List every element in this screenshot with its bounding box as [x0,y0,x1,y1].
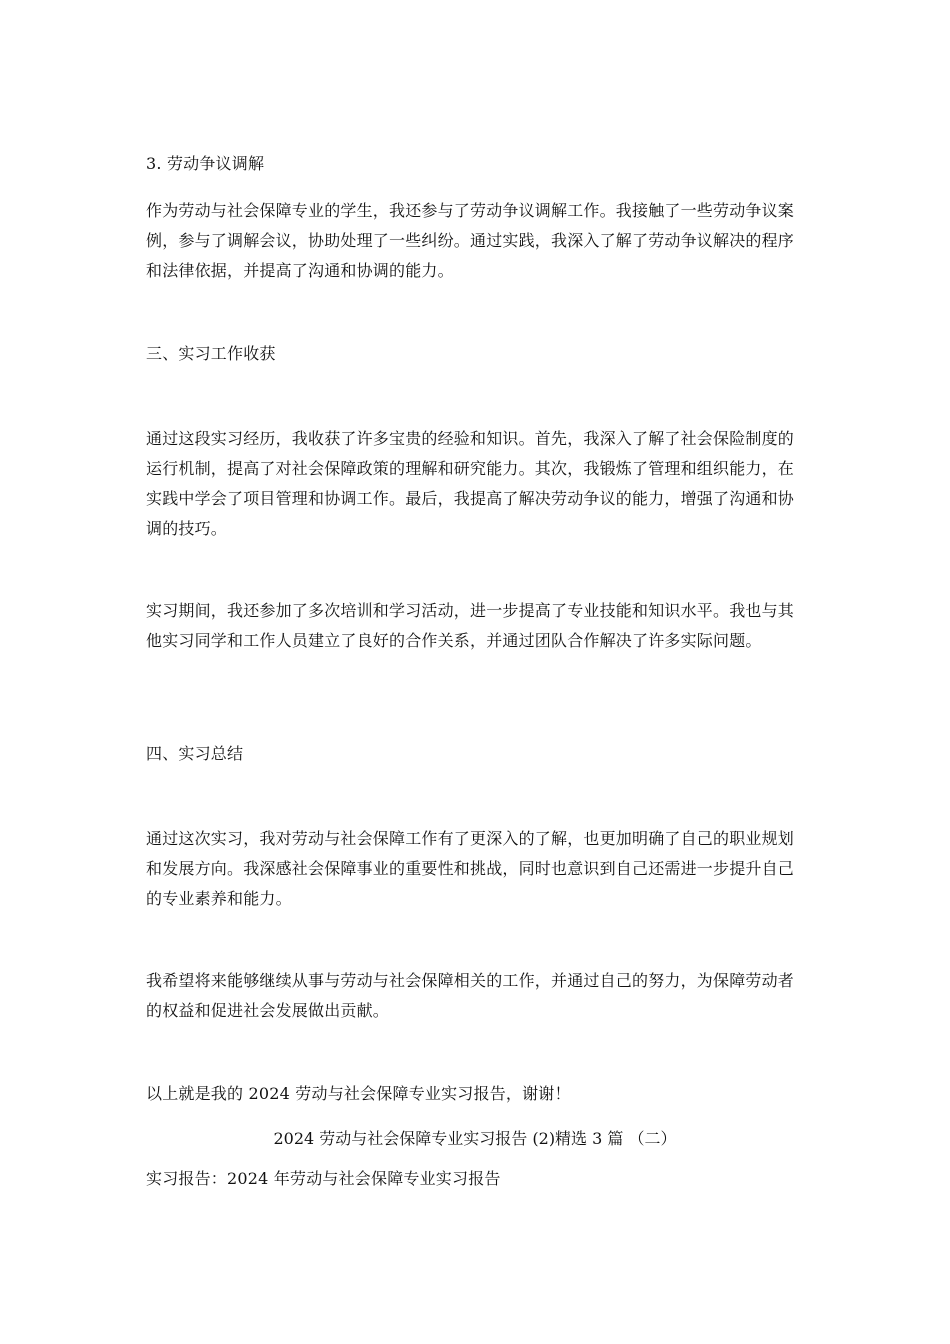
paragraph-internship-summary-1: 通过这次实习，我对劳动与社会保障工作有了更深入的了解，也更加明确了自己的职业规划和发展方向。我深感社会保障事业的重要性和挑战，同时也意识到自己还需进一步提升自己的专业素养和能力。 [146,829,795,908]
heading-labor-dispute-mediation: 3. 劳动争议调解 [146,154,265,173]
section-title: 2024 劳动与社会保障专业实习报告 (2)精选 3 篇 （二） [273,1129,677,1148]
paragraph-internship-gains-1: 通过这段实习经历，我收获了许多宝贵的经验和知识。首先，我深入了解了社会保险制度的运行机制，提高了对社会保障政策的理解和研究能力。其次，我锻炼了管理和组织能力，在实践中学会了项目管理和协调工作。最后，我提高了解决劳动争议的能力，增强了沟通和协调的技巧。 [146,429,795,538]
heading-internship-summary: 四、实习总结 [146,744,244,763]
paragraph-labor-dispute-mediation: 作为劳动与社会保障专业的学生，我还参与了劳动争议调解工作。我接触了一些劳动争议案例，参与了调解会议，协助处理了一些纠纷。通过实践，我深入了解了劳动争议解决的程序和法律依据，并提高了沟通和协调的能力。 [146,201,795,280]
paragraph-closing: 以上就是我的 2024 劳动与社会保障专业实习报告，谢谢！ [146,1084,571,1103]
report-subtitle: 实习报告：2024 年劳动与社会保障专业实习报告 [146,1169,501,1188]
paragraph-internship-summary-2: 我希望将来能够继续从事与劳动与社会保障相关的工作，并通过自己的努力，为保障劳动者的权益和促进社会发展做出贡献。 [146,971,795,1020]
heading-internship-gains: 三、实习工作收获 [146,344,276,363]
paragraph-internship-gains-2: 实习期间，我还参加了多次培训和学习活动，进一步提高了专业技能和知识水平。我也与其他实习同学和工作人员建立了良好的合作关系，并通过团队合作解决了许多实际问题。 [146,601,795,650]
